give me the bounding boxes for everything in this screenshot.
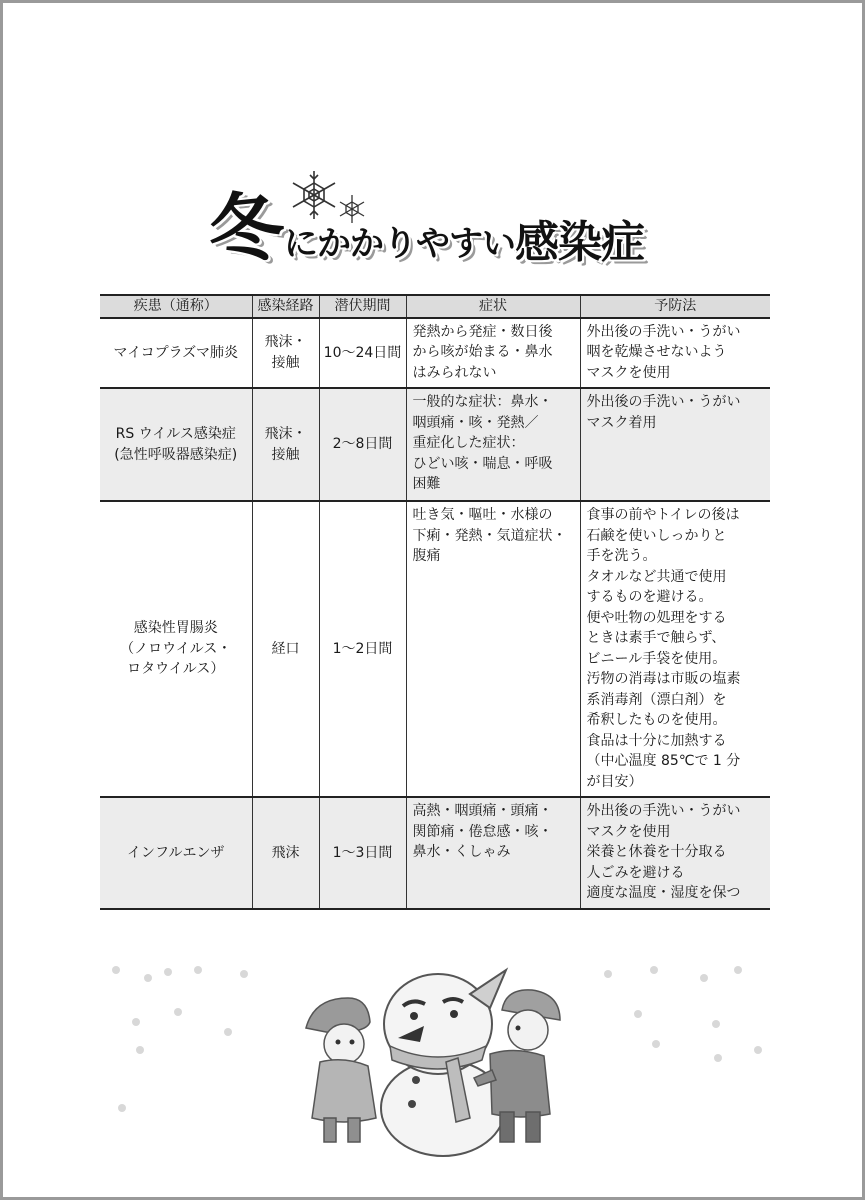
cell-prevention: 外出後の手洗い・うがい マスク着用 (580, 388, 770, 501)
table-row (100, 797, 770, 909)
table-row (100, 388, 770, 501)
cell-incubation: 1～3日間 (319, 797, 406, 909)
title-end-text: 感染症 (515, 217, 644, 268)
header-prevention: 予防法 (580, 295, 770, 318)
header-disease: 疾患（通称） (100, 295, 252, 318)
cell-disease: インフルエンザ (100, 797, 252, 909)
cell-disease: マイコプラズマ肺炎 (100, 318, 252, 389)
cell-symptoms: 吐き気・嘔吐・水様の 下痢・発熱・気道症状・ 腹痛 (406, 501, 580, 797)
page-title (203, 180, 678, 277)
snowflake-icon (286, 167, 342, 223)
snowflake-icon (336, 193, 368, 225)
cell-symptoms: 発熱から発症・数日後 から咳が始まる・鼻水 はみられない (406, 318, 580, 389)
cell-prevention: 外出後の手洗い・うがい 咽を乾燥させないよう マスクを使用 (580, 318, 770, 389)
cell-prevention: 食事の前やトイレの後は 石鹸を使いしっかりと 手を洗う。 タオルなど共通で使用 するものを避ける。 便や吐物の処理をする ときは素手で触らず、 ビニール手袋を使用。 汚物の消毒は市販の塩素 系消毒剤（漂白剤）を 希釈したものを使用。 食品は十分に加熱する （中心温度 85℃で 1 分 が目安） (580, 501, 770, 797)
title-big-char: 冬 (203, 180, 287, 277)
table-row (100, 501, 770, 797)
infection-table (100, 294, 770, 910)
cell-route: 経口 (252, 501, 319, 797)
cell-route: 飛沫・ 接触 (252, 318, 319, 389)
header-incubation: 潜伏期間 (319, 295, 406, 318)
table-header-row (100, 295, 770, 318)
cell-incubation: 10～24日間 (319, 318, 406, 389)
snowman-children-illustration (98, 958, 778, 1158)
header-route: 感染経路 (252, 295, 319, 318)
cell-disease: RS ウイルス感染症 (急性呼吸器感染症) (100, 388, 252, 501)
cell-disease: 感染性胃腸炎 （ノロウイルス・ ロタウイルス） (100, 501, 252, 797)
cell-route: 飛沫・ 接触 (252, 388, 319, 501)
title-middle-text: にかかりやすい (284, 224, 515, 264)
cell-symptoms: 高熱・咽頭痛・頭痛・ 関節痛・倦怠感・咳・ 鼻水・くしゃみ (406, 797, 580, 909)
header-symptoms: 症状 (406, 295, 580, 318)
cell-symptoms: 一般的な症状：鼻水・ 咽頭痛・咳・発熱／ 重症化した症状： ひどい咳・喘息・呼吸 困難 (406, 388, 580, 501)
cell-route: 飛沫 (252, 797, 319, 909)
cell-prevention: 外出後の手洗い・うがい マスクを使用 栄養と休養を十分取る 人ごみを避ける 適度な温度・湿度を保つ (580, 797, 770, 909)
cell-incubation: 2～8日間 (319, 388, 406, 501)
table-row (100, 318, 770, 389)
cell-incubation: 1～2日間 (319, 501, 406, 797)
